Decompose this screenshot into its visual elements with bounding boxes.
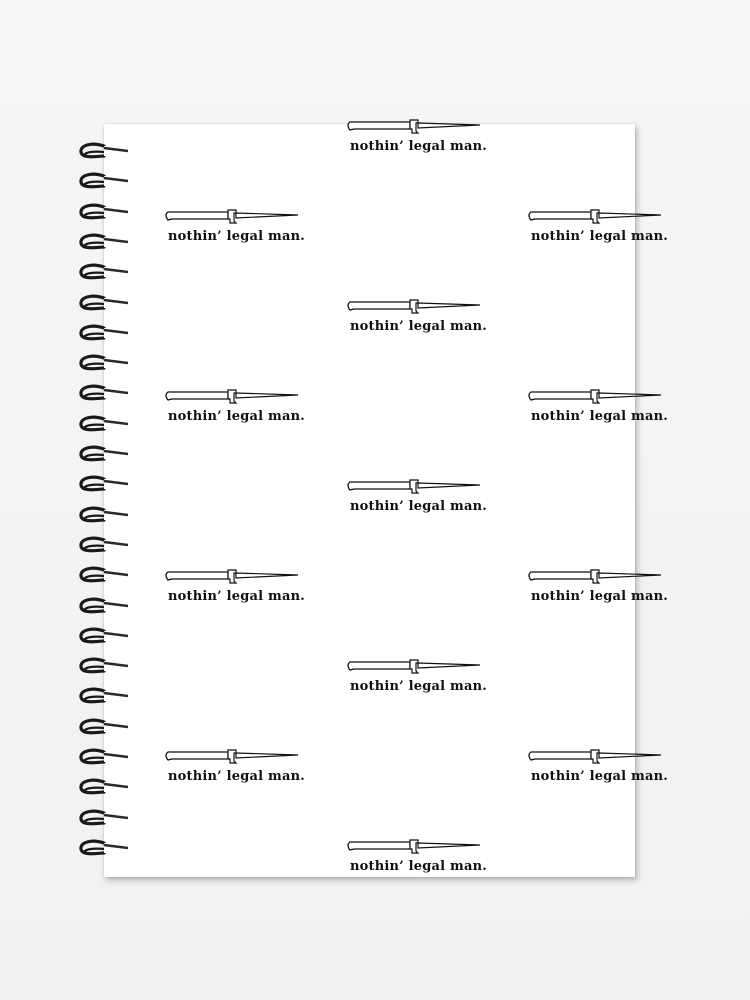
pattern-motif (527, 209, 667, 254)
pattern-motif (346, 479, 486, 524)
spiral-coil (78, 655, 138, 685)
spiral-coil (78, 170, 138, 200)
spiral-coil (78, 292, 138, 322)
pattern-caption: nothin’ legal man. (531, 229, 668, 244)
spiral-coil (78, 534, 138, 564)
pattern-caption: nothin’ legal man. (531, 409, 668, 424)
spiral-coil (78, 746, 138, 776)
spiral-coil (78, 201, 138, 231)
pattern-motif (527, 569, 667, 614)
spiral-coil (78, 443, 138, 473)
spiral-coil (78, 595, 138, 625)
pattern-caption: nothin’ legal man. (350, 859, 487, 874)
pattern-motif (346, 659, 486, 704)
spiral-coil (78, 140, 138, 170)
pattern-motif (346, 839, 486, 884)
spiral-coil (78, 352, 138, 382)
spiral-coil (78, 807, 138, 837)
spiral-coil (78, 413, 138, 443)
spiral-coil (78, 716, 138, 746)
pattern-motif (164, 209, 304, 254)
spiral-coil (78, 504, 138, 534)
spiral-coil (78, 625, 138, 655)
spiral-coil (78, 473, 138, 503)
spiral-coil (78, 564, 138, 594)
spiral-coil (78, 837, 138, 867)
notebook-cover (104, 124, 668, 877)
spiral-binding (78, 140, 138, 880)
pattern-caption: nothin’ legal man. (168, 589, 305, 604)
pattern-caption: nothin’ legal man. (168, 229, 305, 244)
pattern-caption: nothin’ legal man. (168, 769, 305, 784)
pattern-motif (164, 389, 304, 434)
pattern-caption: nothin’ legal man. (350, 319, 487, 334)
pattern-caption: nothin’ legal man. (168, 409, 305, 424)
spiral-coil (78, 322, 138, 352)
pattern-caption: nothin’ legal man. (350, 139, 487, 154)
pattern-caption: nothin’ legal man. (531, 589, 668, 604)
pattern-motif (527, 389, 667, 434)
spiral-coil (78, 382, 138, 412)
pattern-caption: nothin’ legal man. (350, 499, 487, 514)
pattern-motif (346, 299, 486, 344)
repeating-pattern (104, 124, 668, 877)
spiral-coil (78, 776, 138, 806)
pattern-caption: nothin’ legal man. (531, 769, 668, 784)
spiral-coil (78, 261, 138, 291)
spiral-coil (78, 685, 138, 715)
pattern-motif (164, 569, 304, 614)
pattern-motif (527, 749, 667, 794)
pattern-caption: nothin’ legal man. (350, 679, 487, 694)
pattern-motif (164, 749, 304, 794)
pattern-motif (346, 119, 486, 164)
spiral-coil (78, 231, 138, 261)
